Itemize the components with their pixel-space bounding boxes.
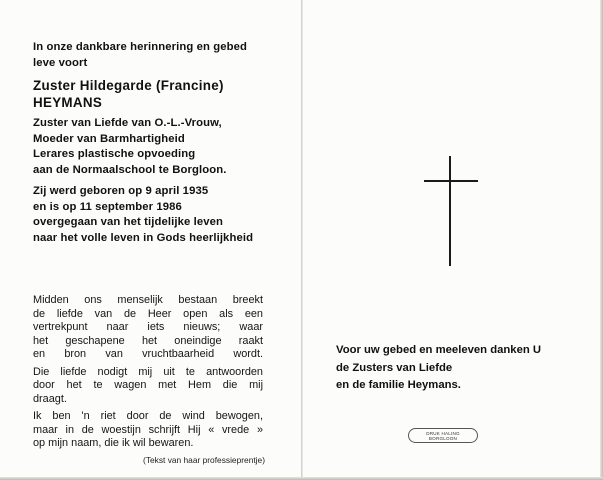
poem <box>33 294 263 466</box>
memorial-text <box>33 40 295 246</box>
poem-paragraph <box>33 294 263 362</box>
life-line: naar het volle leven in Gods heerlijkheid <box>33 231 254 244</box>
cross-icon <box>424 156 478 266</box>
poem-line: en bron van vruchtbaarheid wordt. <box>33 348 263 360</box>
poem-line: Die liefde nodigt mij uit te antwoorden <box>33 365 263 378</box>
life-line: overgegaan van het tijdelijke leven <box>33 216 223 228</box>
poem-line: door het te wagen met Hem die mij <box>33 379 263 391</box>
thanks-line: Voor uw gebed en meeleven danken U <box>336 344 542 356</box>
poem-paragraph <box>33 410 263 451</box>
role-line: Lerares plastische opvoeding <box>33 148 196 160</box>
role-line: Zuster van Liefde van O.-L.-Vrouw, <box>33 117 222 129</box>
intro-line: In onze dankbare herinnering en gebed <box>33 41 247 53</box>
life-line: Zij werd geboren op 9 april 1935 <box>33 185 209 197</box>
poem-line: draagt. <box>33 392 67 405</box>
poem-line: Ik ben 'n riet door de wind bewogen, <box>33 410 263 422</box>
thanks-line: en de familie Heymans. <box>336 379 461 391</box>
role-line: aan de Normaalschool te Borgloon. <box>33 163 227 176</box>
deceased-surname: HEYMANS <box>33 95 103 110</box>
printer-town: BORGLOON <box>428 435 458 441</box>
deceased-name: Zuster Hildegarde (Francine) <box>33 78 224 93</box>
role-line: Moeder van Barmhartigheid <box>33 132 185 145</box>
intro-line: leve voort <box>33 56 88 69</box>
printer-name: DRUK HALING <box>426 430 460 436</box>
poem-line: Midden ons menselijk bestaan breekt <box>33 294 263 306</box>
poem-line: vertrekpunt naar iets nieuws; waar <box>33 321 263 333</box>
poem-line: de liefde van de Heer open als een <box>33 307 263 320</box>
card-fold <box>301 0 303 480</box>
poem-paragraph <box>33 366 263 407</box>
thanks-text <box>336 342 596 395</box>
poem-line: het geschapene het oneindige raakt <box>33 334 263 347</box>
poem-credit: (Tekst van haar professieprentje) <box>143 454 265 465</box>
poem-line: maar in de woestijn schrijft Hij « vrede » <box>33 423 263 436</box>
thanks-line: de Zusters van Liefde <box>336 361 453 374</box>
life-line: en is op 11 september 1986 <box>33 200 182 213</box>
printer-stamp <box>408 428 478 443</box>
poem-line: op mijn naam, die ik wil bewaren. <box>33 437 194 449</box>
